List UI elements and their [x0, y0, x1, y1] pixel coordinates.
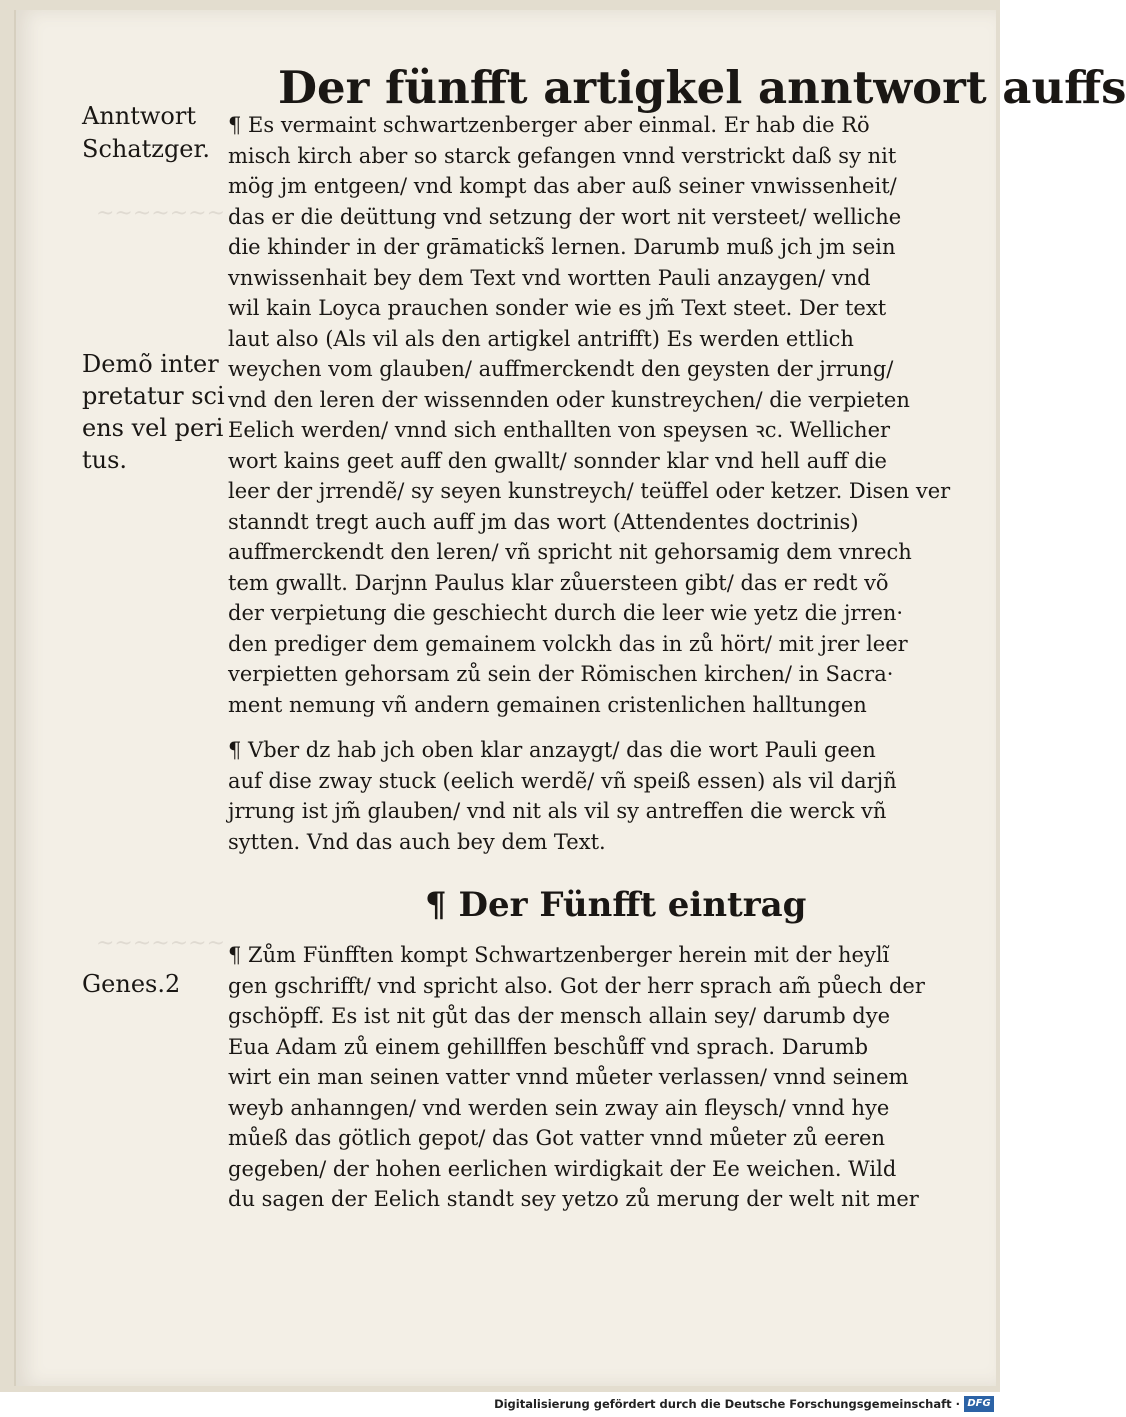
- text-line: gschöpff. Es ist nit gůt das der mensch allain sey/ darumb dye: [228, 1004, 891, 1028]
- dfg-logo-icon: DFG: [964, 1396, 994, 1412]
- text-line: ¶ Es vermaint schwartzenberger aber einmal. Er hab die Rö: [228, 113, 870, 137]
- text-line: den prediger dem gemainem volckh das in zů hört/ mit jrer leer: [228, 631, 908, 656]
- text-line: wort kains geet auff den gwallt/ sonnder klar vnd hell auff die: [228, 448, 887, 473]
- text-line: wirt ein man seinen vatter vnnd můeter verlassen/ vnnd seinem: [228, 1065, 909, 1089]
- text-line: vnd den leren der wissennden oder kunstreychen/ die verpieten: [228, 387, 910, 412]
- text-line: sytten. Vnd das auch bey dem Text.: [228, 829, 606, 854]
- text-line: ment nemung vñ andern gemainen cristenlichen halltungen: [228, 692, 867, 717]
- text-line: mög jm entgeen/ vnd kompt das aber auß seiner vnwissenheit/: [228, 174, 897, 198]
- text-line: Eua Adam zů einem gehillffen beschůff vnd sprach. Darumb: [228, 1034, 869, 1059]
- text-line: weychen vom glauben/ auffmerckendt den geysten der jrrung/: [228, 357, 894, 381]
- text-line: leer der jrrendẽ/ sy seyen kunstreych/ teüffel oder ketzer. Disen ver: [228, 479, 951, 503]
- text-line: misch kirch aber so starck gefangen vnnd verstrickt daß sy nit: [228, 143, 897, 168]
- bleed-through-text: ~~~~~~~: [96, 201, 226, 226]
- margin-note: Demõ inter: [82, 350, 219, 378]
- text-line: ¶ Vber dz hab jch oben klar anzaygt/ das die wort Pauli geen: [228, 738, 876, 762]
- text-line: wil kain Loyca prauchen sonder wie es jm̃ Text steet. Der text: [228, 296, 887, 320]
- margin-note: tus.: [82, 446, 128, 474]
- text-line: ¶ Zům Fünfften kompt Schwartzenberger herein mit der heylĩ: [228, 943, 890, 967]
- margin-note: Anntwort: [82, 102, 196, 130]
- paragraph-1: [228, 110, 958, 720]
- text-line: weyb anhanngen/ vnd werden sein zway ain fleysch/ vnnd hye: [228, 1095, 890, 1120]
- page-heading: Der fünfft artigkel anntwort auffs: [278, 61, 1126, 114]
- text-line: die khinder in der grāmaticks̃ lernen. Darumb muß jch jm sein: [228, 235, 896, 259]
- section-title: ¶ Der Fünfft eintrag: [425, 885, 807, 925]
- text-line: verpietten gehorsam zů sein der Römischen kirchen/ in Sacra·: [228, 662, 894, 686]
- text-line: du sagen der Eelich standt sey yetzo zů merung der welt nit mer: [228, 1187, 919, 1211]
- footer-bar: [0, 1392, 1000, 1417]
- funding-credit: Digitalisierung gefördert durch die Deutsche Forschungsgemeinschaft ·: [494, 1397, 960, 1411]
- text-line: auffmerckendt den leren/ vñ spricht nit gehorsamig dem vnrech: [228, 540, 912, 564]
- text-line: der verpietung die geschiecht durch die leer wie yetz die jrren·: [228, 601, 904, 625]
- text-line: můeß das götlich gepot/ das Got vatter vnnd můeter zů eeren: [228, 1126, 885, 1150]
- text-line: jrrung ist jm̃ glauben/ vnd nit als vil sy antreffen die werck vñ: [228, 799, 887, 823]
- margin-note: ens vel peri: [82, 414, 224, 442]
- text-line: stanndt tregt auch auff jm das wort (Attendentes doctrinis): [228, 509, 859, 534]
- text-line: das er die deüttung vnd setzung der wort nit versteet/ welliche: [228, 204, 902, 229]
- paragraph-2: [228, 735, 958, 857]
- margin-note: Genes.2: [82, 970, 181, 998]
- text-line: tem gwallt. Darjnn Paulus klar zůuersteen gibt/ das er redt võ: [228, 570, 889, 595]
- text-line: laut also (Als vil als den artigkel antrifft) Es werden ettlich: [228, 326, 854, 351]
- margin-note: pretatur sci: [82, 382, 225, 410]
- text-line: gen gschrifft/ vnd spricht also. Got der herr sprach am̃ půech der: [228, 973, 925, 998]
- text-line: vnwissenhait bey dem Text vnd wortten Pauli anzaygen/ vnd: [228, 265, 871, 290]
- margin-note: Schatzger.: [82, 135, 210, 163]
- paragraph-3: [228, 940, 958, 1215]
- text-line: gegeben/ der hohen eerlichen wirdigkait der Ee weichen. Wild: [228, 1156, 897, 1181]
- bleed-through-text: ~~~~~~~: [96, 931, 226, 956]
- text-line: auf dise zway stuck (eelich werdẽ/ vñ speiß essen) als vil darjñ: [228, 768, 897, 793]
- text-line: Eelich werden/ vnnd sich enthallten von speysen ꝛc. Wellicher: [228, 418, 891, 442]
